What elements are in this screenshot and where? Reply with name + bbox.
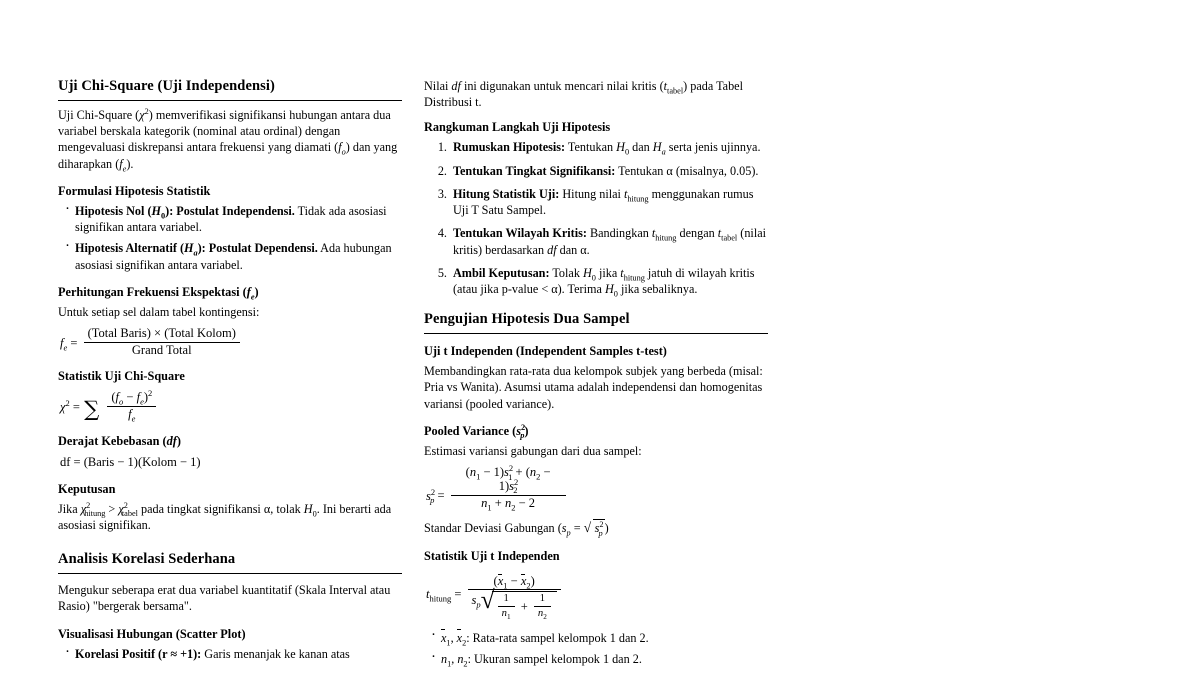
chi-square-intro-paragraph: Uji Chi-Square $(\chi^2)$ memverifikasi signifikansi hubungan antara dua variabel berskala kategorik (nominal atau ordinal) dengan mengevaluasi diskrepansi antara frekuensi yang diamati $(f_o)$ dan yang diharapkan $(f_e)$. — [58, 106, 398, 174]
formula-expected-frequency: $f_e$ = $\frac{\text{(Total Baris) × (Total Kolom)}}{\text{Grand Total}}$ — [60, 327, 402, 358]
keputusan-part-b: pada tingkat signifikansi α, tolak — [137, 501, 304, 516]
formula-fe-denominator: Grand Total — [131, 342, 192, 357]
hypothesis-steps-list — [424, 139, 768, 297]
section-heading-korelasi: Analisis Korelasi Sederhana — [58, 551, 402, 574]
list-item: · $x_1$, $x_2$: Rata-rata sampel kelompok 1 dan 2. — [430, 629, 768, 646]
subheading-statistik-uji: Statistik Uji Chi-Square — [58, 369, 185, 384]
section-heading-dua-sampel: Pengujian Hipotesis Dua Sampel — [424, 311, 768, 334]
df-note-part-c: ) pada Tabel Distribusi t. — [424, 79, 743, 110]
formula-pooled-variance: $s^2_p$ = $\frac{(n_1 - 1)s^2_1 + (n_2 - 1)s^2_2}{n_1 + n_2 - 2}$ — [426, 466, 768, 510]
formula-t-independent: $t_{hitung}$ = $(x_1 - x_2)$ $s_p$ √ $\frac{1}{n_1}$ + $\frac{1}{n_2}$ — [426, 574, 768, 620]
right-column — [424, 78, 768, 673]
std-dev-gabungan-text: Standar Deviasi Gabungan ($s_p$ = √ $s^2_p$ ) — [424, 519, 768, 536]
step-4-label: Tentukan Wilayah Kritis: — [453, 226, 587, 241]
list-item — [64, 240, 402, 272]
step-1-label: Rumuskan Hipotesis: — [453, 140, 566, 155]
perhitungan-fe-text: Untuk setiap sel dalam tabel kontingensi: — [58, 304, 260, 319]
list-item: 1. Rumuskan Hipotesis: Tentukan $H_0$ dan $H_a$ serta jenis ujinnya. — [450, 139, 768, 155]
subheading-pooled-variance: Pooled Variance $(s^2_p)$ — [424, 422, 529, 441]
list-item — [64, 203, 402, 235]
subheading-visualisasi: Visualisasi Hubungan (Scatter Plot) — [58, 626, 246, 641]
chi-square-intro-part-a: Uji Chi-Square ( — [58, 108, 140, 122]
formula-chi-square-statistic: $\chi^2$ = ∑ $\frac{(f_o - f_e)^2}{f_e}$ — [60, 391, 402, 422]
chi-square-intro-part-d: ). — [126, 156, 134, 171]
chi-square-intro-part-b: ) memverifikasi signifikansi hubungan antara dua variabel berskala kategorik (nominal atau ordinal) dengan mengevaluasi diskrepansi antara frekuensi yang diamati ( — [58, 108, 391, 155]
korelasi-list — [58, 646, 402, 662]
subheading-statistik-uji-t-independen: Statistik Uji t Independen — [424, 548, 560, 563]
df-note-part-b: ini digunakan untuk mencari nilai kritis ( — [460, 79, 664, 93]
pooled-variance-text: Estimasi variansi gabungan dari dua sampel: — [424, 443, 642, 458]
subheading-derajat-kebebasan: Derajat Kebebasan (df) — [58, 433, 181, 448]
list-item: 3. Hitung Statistik Uji: Hitung nilai $t_{hitung}$ menggunakan rumus Uji T Satu Sampel. — [450, 186, 768, 218]
subheading-perhitungan-fe: Perhitungan Frekuensi Ekspektasi $(f_e)$ — [58, 284, 259, 302]
chi-square-intro-part-c: ) dan yang diharapkan ( — [58, 140, 398, 171]
subheading-keputusan: Keputusan — [58, 481, 116, 496]
korelasi-positif-text: Garis menanjak ke kanan atas — [201, 646, 350, 661]
subheading-rangkuman-langkah: Rangkuman Langkah Uji Hipotesis — [424, 120, 611, 135]
subheading-uji-t-independen: Uji t Independen (Independent Samples t-test) — [424, 344, 667, 359]
subheading-formulasi-hipotesis: Formulasi Hipotesis Statistik — [58, 183, 211, 198]
step-2-label: Tentukan Tingkat Signifikansi: — [453, 163, 616, 178]
list-item: 2. Tentukan Tingkat Signifikansi: Tentukan α (misalnya, 0.05). — [450, 163, 768, 179]
list-item: 5. Ambil Keputusan: Tolak $H_0$ jika $t_{hitung}$ jatuh di wilayah kritis (atau jika p-value < α). Terima $H_0$ jika sebaliknya. — [450, 265, 768, 297]
hypothesis-alt-label: Hipotesis Alternatif $(H_a)$: Postulat Dependensi. — [75, 241, 318, 258]
hypothesis-list — [58, 203, 402, 273]
keputusan-paragraph: Jika $\chi^2_{hitung} > \chi^2_{tabel}$ pada tingkat signifikansi α, tolak $H_0$. Ini berarti ada asosiasi signifikan. — [58, 500, 392, 532]
df-note-part-a: Nilai — [424, 79, 452, 93]
step-5-label: Ambil Keputusan: — [453, 265, 550, 280]
formula-fe-numerator: (Total Baris) × (Total Kolom) — [84, 327, 240, 343]
list-item: 4. Tentukan Wilayah Kritis: Bandingkan $t_{hitung}$ dengan $t_{tabel}$ (nilai kritis) berdasarkan df dan α. — [450, 225, 768, 257]
formula-degrees-of-freedom: df = (Baris − 1)(Kolom − 1) — [60, 454, 201, 469]
df-critical-value-note: Nilai df ini digunakan untuk mencari nilai kritis $(t_{tabel})$ pada Tabel Distribusi t. — [424, 79, 743, 110]
uji-t-description: Membandingkan rata-rata dua kelompok subjek yang berbeda (misal: Pria vs Wanita). Asumsi utama adalah independensi dan homogenitas variansi (pooled variance). — [424, 364, 763, 411]
korelasi-intro: Mengukur seberapa erat dua variabel kuantitatif (Skala Interval atau Rasio) "bergerak bersama". — [58, 583, 391, 614]
keputusan-part-a: Jika — [58, 501, 81, 516]
hypothesis-null-label: Hipotesis Nol $(H_0)$: Postulat Independensi. — [75, 203, 295, 221]
left-column — [58, 78, 402, 668]
keputusan-part-c: . Ini berarti ada asosiasi signifikan. — [58, 501, 392, 532]
hypothesis-alt-text: Ada hubungan asosiasi signifikan antara variabel. — [75, 241, 392, 272]
list-item — [64, 646, 402, 662]
list-item: · $n_1$, $n_2$: Ukuran sampel kelompok 1 dan 2. — [430, 651, 768, 667]
step-3-label: Hitung Statistik Uji: — [453, 186, 560, 201]
section-heading-chi-square: Uji Chi-Square (Uji Independensi) — [58, 78, 402, 101]
t-formula-legend-list — [424, 629, 768, 667]
hypothesis-null-text: Tidak ada asosiasi signifikan antara variabel. — [75, 203, 387, 235]
korelasi-positif-label: Korelasi Positif (r ≈ +1): — [75, 646, 202, 661]
